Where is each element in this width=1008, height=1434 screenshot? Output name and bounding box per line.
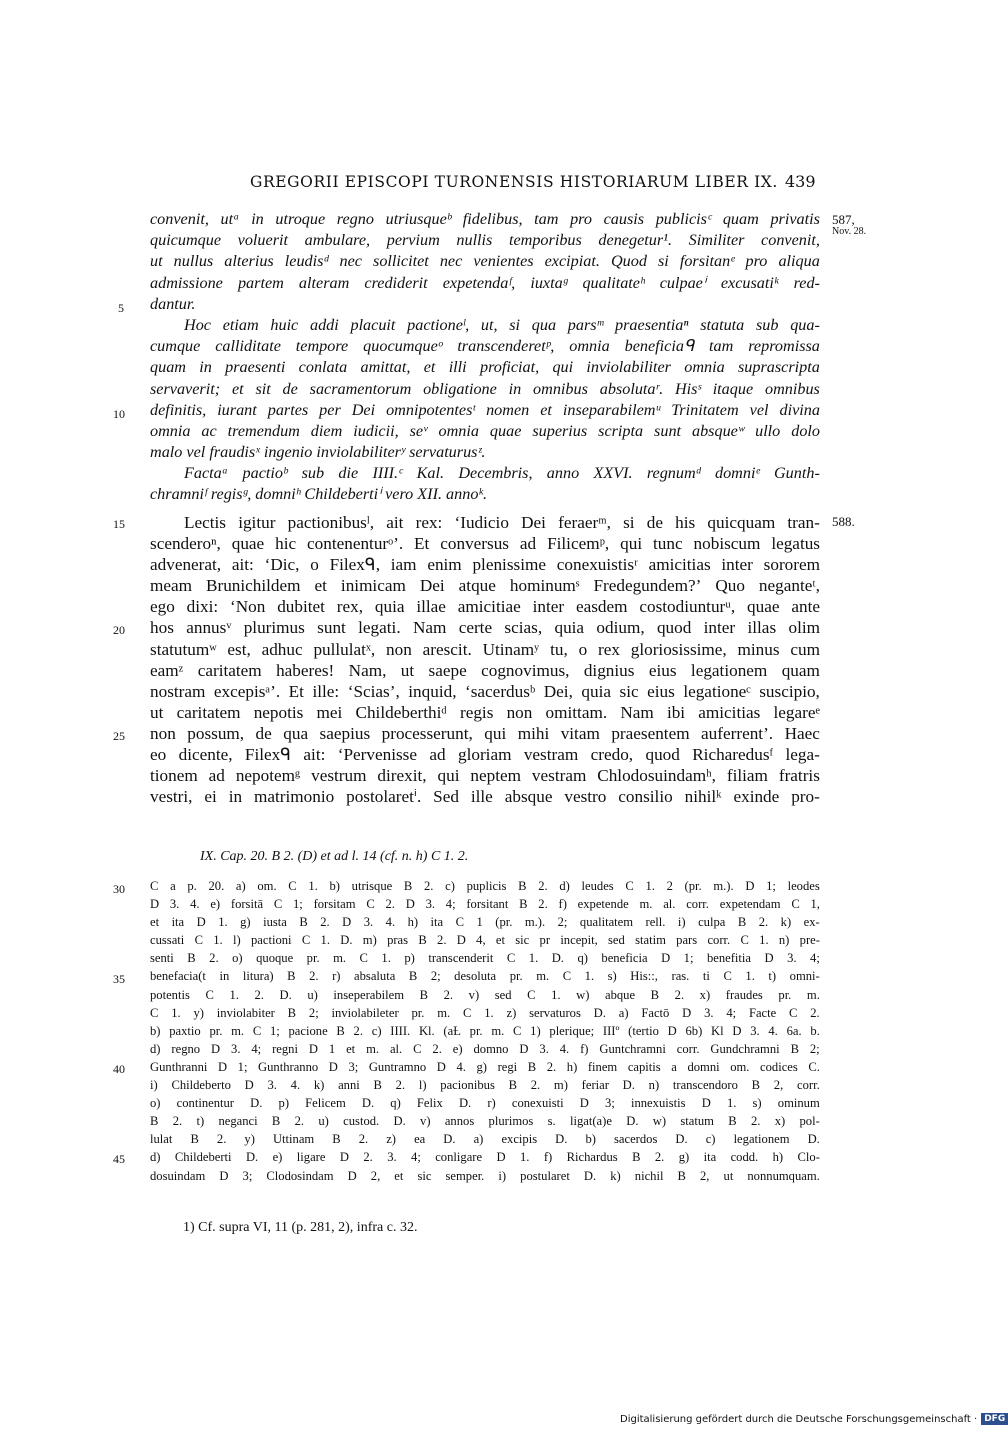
line-number-20: 20 (113, 623, 125, 637)
line-number-5: 5 (118, 301, 124, 315)
margin-date-day: Nov. 28. (832, 226, 867, 237)
text-line: eo dicente, Filexᑫ ait: ‘Pervenisse ad gloriam vestram credo, quod Richaredusᶠ lega- (150, 745, 820, 765)
margin-date-first (832, 214, 866, 238)
text-line: eamᶻ caritatem haberes! Nam, ut saepe cognovimus, dignius eius legationem quam (150, 660, 820, 680)
text-line: cumque calliditate tempore quocumqueᵒ transcenderetᵖ, omnia beneficiaᑫ tam repromissa (150, 337, 820, 356)
apparatus-line: C 1. y) inviolabiter B 2; inviolabileter pr. m. C 1. z) servaturos D. a) Factō D 3. 4; Facte C 2. (150, 1005, 820, 1020)
running-title: GREGORII EPISCOPI TURONENSIS HISTORIARUM LIBER IX. (250, 173, 778, 191)
apparatus-line: D 3. 4. e) forsitā C 1; forsitam C 2. D 3. 4; forsitant B 2. f) expetende m. al. corr. expetendam C 1, (150, 897, 820, 912)
text-line: scenderoⁿ, quae hic contenenturᵒ’. Et conversus ad Filicemᵖ, qui tunc nobiscum legatus (150, 534, 820, 554)
text-line: Hoc etiam huic addi placuit pactioneˡ, ut, si qua parsᵐ praesentiaⁿ statuta sub qua- (184, 315, 820, 334)
apparatus-line: o) continentur D. p) Felicem D. q) Felix D. r) conexuisti D 3; innexuistis D 1. s) ominum (150, 1096, 820, 1111)
text-line: advenerat, ait: ‘Dic, o Filexᑫ, iam enim plenissime conexuistisʳ amicitias inter sororem (150, 555, 820, 575)
text-line: non possum, de qua saepius processerunt, qui mihi vitam praesentem auferrent’. Haec (150, 723, 820, 743)
digitization-credit (620, 1413, 1008, 1425)
dfg-logo-icon: DFG (981, 1413, 1008, 1425)
line-number-30: 30 (113, 882, 125, 896)
apparatus-line: d) Childeberti D. e) ligare D 2. 3. 4; conligare D 1. f) Richardus B 2. g) ita codd. h) Clo- (150, 1150, 820, 1165)
apparatus-line: B 2. t) neganci B 2. u) custod. D. v) annos plurimos s. ligat(a)e D. w) statum B 2. x) pol- (150, 1114, 820, 1129)
apparatus-line: senti B 2. o) quoque pr. m. C 1. p) transcenderit C 1. D. q) beneficia D 1; benefitia D 3. 4; (150, 951, 820, 966)
line-number-45: 45 (113, 1152, 125, 1166)
text-line: quicumque voluerit ambulare, pervium nullis temporibus denegetur¹. Similiter convenit, (150, 231, 820, 250)
margin-date-second: 588. (832, 514, 855, 529)
text-line: admissione partem alteram crediderit expetendaᶠ, iuxtaᵍ qualitateʰ culpaeⁱ excusatiᵏ red- (150, 273, 820, 292)
credit-text: Digitalisierung gefördert durch die Deutsche Forschungsgemeinschaft · (620, 1413, 978, 1425)
text-line: omnia ac tremendum diem iudicii, seᵛ omnia quae superius scripta sunt absqueʷ ullo dolo (150, 421, 820, 440)
text-line: statutumʷ est, adhuc pullulatˣ, non arescit. Utinamʸ tu, o rex gloriosissime, minus cum (150, 639, 820, 659)
chapter-sigla: IX. Cap. 20. B 2. (D) et ad l. 14 (cf. n. h) C 1. 2. (200, 849, 469, 864)
text-line: convenit, utᵃ in utroque regno utriusqueᵇ fidelibus, tam pro causis publicisᶜ quam privatis (150, 210, 820, 228)
line-number-35: 35 (113, 972, 125, 986)
text-line: meam Brunichildem et inimicam Dei atque hominumˢ Fredegundem?’ Quo neganteᵗ, (150, 576, 820, 596)
treaty-text-italic (150, 209, 820, 506)
text-line: ut caritatem nepotis mei Childeberthiᵈ regis non omittam. Nam ibi amicitias legareᵉ (150, 702, 820, 722)
text-line: malo vel fraudisˣ ingenio inviolabiliterʸ servaturusᶻ. (150, 443, 486, 462)
footnote: 1) Cf. supra VI, 11 (p. 281, 2), infra c. 32. (183, 1220, 418, 1235)
text-line: Factaᵃ pactioᵇ sub die IIII.ᶜ Kal. Decembris, anno XXVI. regnumᵈ domniᵉ Gunth- (184, 464, 820, 483)
line-number-10: 10 (113, 407, 125, 421)
text-line: quam in praesenti conlata amittat, et illi proficiat, qui inviolabiliter omnia suprascripta (150, 358, 820, 377)
apparatus-line: lulat B 2. y) Uttinam B 2. z) ea D. a) excipis D. b) sacerdos D. c) legationem D. (150, 1132, 820, 1147)
text-line: chramniᶠ regisᵍ, domniʰ Childebertiⁱ vero XII. annoᵏ. (150, 485, 488, 504)
critical-apparatus (150, 877, 820, 1185)
text-line: vestri, ei in matrimonio postolaretⁱ. Sed ille absque vestro consilio nihilᵏ exinde pro- (150, 787, 820, 807)
line-number-25: 25 (113, 729, 125, 743)
margin-date-year: 587, (832, 212, 855, 227)
text-line: tionem ad nepotemᵍ vestrum direxit, qui neptem vestram Chlodosuindamʰ, filiam fratris (150, 766, 820, 786)
apparatus-line: et ita D 1. g) iusta B 2. D 3. 4. h) ita C 1 (pr. m.). 2; qualitatem rell. i) culpa B 2. k) ex- (150, 915, 820, 930)
line-number-40: 40 (113, 1062, 125, 1076)
apparatus-line: potentis C 1. 2. D. u) inseperabilem B 2. v) sed C 1. w) abque B 2. x) fraudes pr. m. (150, 987, 820, 1002)
text-line: servaverit; et sit de sacramentorum obligatione in omnibus absolutaʳ. Hisˢ itaque omnibus (150, 379, 820, 398)
apparatus-line: d) regno D 3. 4; regni D 1 et m. al. C 2. e) domno D 3. 4. f) Guntchramni corr. Gundchramni B 2; (150, 1041, 820, 1056)
apparatus-line: i) Childeberto D 3. 4. k) anni B 2. l) pacionibus B 2. m) feriar D. n) transcendoro B 2, corr. (150, 1078, 820, 1093)
apparatus-line: benefacia(t in litura) B 2. r) absaluta B 2; desoluta pr. m. C 1. s) His::, ras. ti C 1. t) omni- (150, 969, 820, 984)
text-line: ut nullus alterius leudisᵈ nec sollicitet nec venientes excipiat. Quod si forsitanᵉ pro aliqua (150, 252, 820, 271)
apparatus-line: C a p. 20. a) om. C 1. b) utrisque B 2. c) puplicis B 2. d) leudes C 1. 2 (pr. m.). D 1; leodes (150, 879, 820, 893)
text-line: definitis, iurant partes per Dei omnipotentesᵗ nomen et inseparabilemᵘ Trinitatem vel divina (150, 400, 820, 419)
apparatus-line: dosuindam D 3; Clodosindam D 2, et sic semper. i) postularet D. k) nichil B 2, ut nonnumquam. (150, 1168, 820, 1183)
apparatus-line: b) paxtio pr. m. C 1; pacione B 2. c) IIII. Kl. (aȽ pr. m. C 1) plerique; IIIº (tertio D 6b) Kl D 3. 4. 6a. b. (150, 1023, 820, 1038)
text-line: Lectis igitur pactionibusˡ, ait rex: ‘Iudicio Dei feraerᵐ, si de his quicquam tran- (184, 513, 820, 532)
page-number: 439 (785, 172, 816, 191)
text-line: dantur. (150, 294, 196, 313)
narrative-text (150, 512, 820, 807)
text-line: nostram excepisᵃ’. Et ille: ‘Scias’, inquid, ‘sacerdusᵇ Dei, quia sic eius legationeᶜ suscipio, (150, 681, 820, 701)
text-line: hos annusᵛ plurimus sunt legati. Nam certe scias, quia odium, quod inter illas olim (150, 618, 820, 638)
apparatus-line: Gunthranni D 1; Gunthranno D 3; Guntramno D 4. g) regi B 2. h) finem capitis a domni om. codices C. (150, 1059, 820, 1074)
text-line: ego dixi: ‘Non dubitet rex, quia illae amicitiae inter easdem costodiunturᵘ, quae ante (150, 597, 820, 617)
line-number-15: 15 (113, 517, 125, 531)
apparatus-line: cussati C 1. l) pactioni C 1. D. m) pras B 2. D 4, et sic pr incepit, sed statim pars corr. C 1. n) pre- (150, 933, 820, 948)
